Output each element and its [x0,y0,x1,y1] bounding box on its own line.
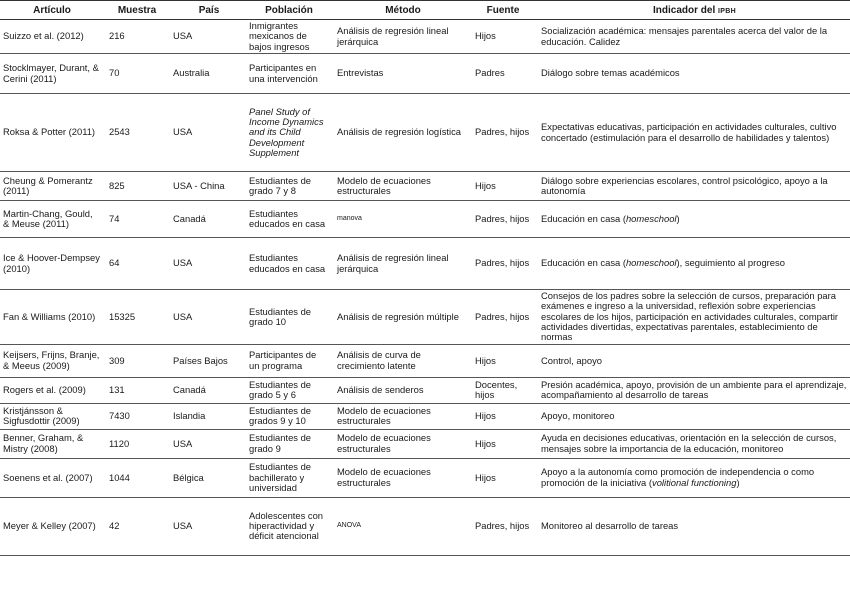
cell-metodo: Análisis de regresión lineal jerárquica [331,238,471,290]
cell-poblacion: Panel Study of Income Dynamics and its Child Development Supplement [247,94,331,172]
cell-pais: Bélgica [167,458,247,497]
cell-pais: USA [167,290,247,345]
cell-fuente: Padres, hijos [471,201,533,238]
cell-indicador [533,403,850,429]
cell-metodo: Análisis de regresión múltiple [331,290,471,345]
table-row [0,20,850,54]
header-articulo: Artículo [0,1,103,20]
table-row [0,377,850,403]
table-row [0,429,850,458]
cell-articulo: Benner, Graham, & Mistry (2008) [0,429,103,458]
cell-poblacion: Estudiantes de grado 5 y 6 [247,377,331,403]
cell-fuente: Hijos [471,344,533,377]
header-pais: País [167,1,247,20]
cell-muestra: 42 [103,497,167,555]
cell-poblacion: Estudiantes de grados 9 y 10 [247,403,331,429]
indicador-trailing-text: ) [736,476,740,488]
cell-indicador [533,429,850,458]
cell-metodo: Análisis de curva de crecimiento latente [331,344,471,377]
cell-pais: Islandia [167,403,247,429]
cell-articulo: Rogers et al. (2009) [0,377,103,403]
cell-muestra: 216 [103,20,167,54]
table-row [0,172,850,201]
indicador-text: Monitoreo al desarrollo de tareas [541,520,679,532]
cell-fuente: Hijos [471,403,533,429]
cell-articulo: Keijsers, Frijns, Branje, & Meeus (2009) [0,344,103,377]
header-row [0,1,850,20]
cell-fuente: Hijos [471,458,533,497]
indicador-italic-text: volitional functioning [652,476,737,488]
cell-articulo: Fan & Williams (2010) [0,290,103,345]
indicador-text: Diálogo sobre experiencias escolares, control psicológico, apoyo a la autonomía [541,174,828,197]
table-row [0,403,850,429]
cell-fuente: Hijos [471,20,533,54]
cell-pais: Canadá [167,377,247,403]
cell-indicador [533,172,850,201]
cell-indicador [533,377,850,403]
cell-fuente: Padres, hijos [471,497,533,555]
indicador-text: Ayuda en decisiones educativas, orientación en la selección de cursos, mensajes sobre la importancia de la educación, monitoreo [541,432,837,454]
cell-muestra: 64 [103,238,167,290]
cell-poblacion: Estudiantes educados en casa [247,238,331,290]
indicador-text: Presión académica, apoyo, provisión de un ambiente para el aprendizaje, acompañamiento al desarrollo de tareas [541,378,847,401]
indicador-text: Diálogo sobre temas académicos [541,67,680,79]
indicador-italic-text: homeschool [625,257,677,269]
cell-metodo: Análisis de regresión lineal jerárquica [331,20,471,54]
cell-fuente: Padres [471,54,533,94]
cell-pais: Australia [167,54,247,94]
cell-muestra: 70 [103,54,167,94]
header-muestra: Muestra [103,1,167,20]
header-poblacion: Población [247,1,331,20]
header-indicador-abbr: IPBH [718,7,736,15]
cell-metodo: Análisis de regresión logística [331,94,471,172]
cell-pais: USA [167,94,247,172]
table-row [0,54,850,94]
cell-articulo: Kristjánsson & Sigfusdottir (2009) [0,403,103,429]
cell-indicador [533,238,850,290]
cell-indicador [533,94,850,172]
cell-muestra: 74 [103,201,167,238]
cell-muestra: 15325 [103,290,167,345]
table-row [0,201,850,238]
cell-pais: Países Bajos [167,344,247,377]
cell-pais: USA [167,20,247,54]
cell-indicador [533,344,850,377]
cell-indicador [533,20,850,54]
indicador-text: Expectativas educativas, participación en actividades culturales, cultivo concertado (estimulación para el desarrollo de habilidades y talentos) [541,121,837,143]
cell-fuente: Docentes, hijos [471,377,533,403]
cell-indicador [533,290,850,345]
table-row [0,238,850,290]
cell-fuente: Padres, hijos [471,238,533,290]
cell-fuente: Padres, hijos [471,290,533,345]
cell-fuente: Hijos [471,429,533,458]
indicador-trailing-text: ) [676,212,680,224]
indicador-text: Socialización académica: mensajes parentales acerca del valor de la educación. Calidez [541,25,828,47]
cell-muestra: 309 [103,344,167,377]
indicador-text: Educación en casa ( [541,257,626,269]
cell-indicador [533,54,850,94]
cell-poblacion: Inmigrantes mexicanos de bajos ingresos [247,20,331,54]
cell-pais: USA - China [167,172,247,201]
cell-muestra: 1120 [103,429,167,458]
cell-metodo: Modelo de ecuaciones estructurales [331,172,471,201]
cell-indicador [533,201,850,238]
table-row [0,290,850,345]
cell-indicador [533,458,850,497]
cell-poblacion: Estudiantes educados en casa [247,201,331,238]
header-indicador-label: Indicador del [653,4,719,16]
indicador-text: Consejos de los padres sobre la selección de cursos, preparación para exámenes e ingreso a la universidad, reflexión sobre experiencias escolares de los hijos, participación en actividades culturales, compartir actividades divertidas, expectativas parentales, establecimiento de normas [541,290,839,343]
cell-articulo: Martin-Chang, Gould, & Meuse (2011) [0,201,103,238]
cell-metodo: ANOVA [331,497,471,555]
cell-muestra: 7430 [103,403,167,429]
cell-poblacion: Estudiantes de bachillerato y universidad [247,458,331,497]
header-indicador [533,1,850,20]
cell-pais: USA [167,497,247,555]
cell-articulo: Soenens et al. (2007) [0,458,103,497]
table-row [0,458,850,497]
cell-metodo: manova [331,201,471,238]
cell-fuente: Hijos [471,172,533,201]
cell-articulo: Meyer & Kelley (2007) [0,497,103,555]
cell-metodo: Modelo de ecuaciones estructurales [331,458,471,497]
cell-poblacion: Participantes de un programa [247,344,331,377]
cell-poblacion: Estudiantes de grado 9 [247,429,331,458]
cell-articulo: Roksa & Potter (2011) [0,94,103,172]
cell-muestra: 131 [103,377,167,403]
header-metodo: Método [331,1,471,20]
cell-poblacion: Estudiantes de grado 7 y 8 [247,172,331,201]
cell-pais: USA [167,238,247,290]
indicador-text: Control, apoyo [541,354,602,366]
cell-metodo: Modelo de ecuaciones estructurales [331,429,471,458]
cell-muestra: 1044 [103,458,167,497]
header-fuente: Fuente [471,1,533,20]
cell-articulo: Suizzo et al. (2012) [0,20,103,54]
cell-poblacion: Estudiantes de grado 10 [247,290,331,345]
cell-pais: Canadá [167,201,247,238]
cell-articulo: Cheung & Pomerantz (2011) [0,172,103,201]
cell-metodo: Modelo de ecuaciones estructurales [331,403,471,429]
cell-muestra: 825 [103,172,167,201]
cell-indicador [533,497,850,555]
table-row [0,94,850,172]
cell-metodo: Análisis de senderos [331,377,471,403]
cell-metodo: Entrevistas [331,54,471,94]
cell-articulo: Ice & Hoover-Dempsey (2010) [0,238,103,290]
cell-fuente: Padres, hijos [471,94,533,172]
indicador-text: Educación en casa ( [541,212,626,224]
indicador-trailing-text: ), seguimiento al progreso [676,257,785,269]
cell-pais: USA [167,429,247,458]
cell-poblacion: Adolescentes con hiperactividad y déficit atencional [247,497,331,555]
table-row [0,497,850,555]
indicador-text: Apoyo, monitoreo [541,410,615,422]
cell-articulo: Stocklmayer, Durant, & Cerini (2011) [0,54,103,94]
table-row [0,344,850,377]
indicador-italic-text: homeschool [625,212,677,224]
indicador-text: Apoyo a la autonomía como promoción de independencia o como promoción de la iniciativa ( [541,466,815,488]
cell-muestra: 2543 [103,94,167,172]
cell-poblacion: Participantes en una intervención [247,54,331,94]
